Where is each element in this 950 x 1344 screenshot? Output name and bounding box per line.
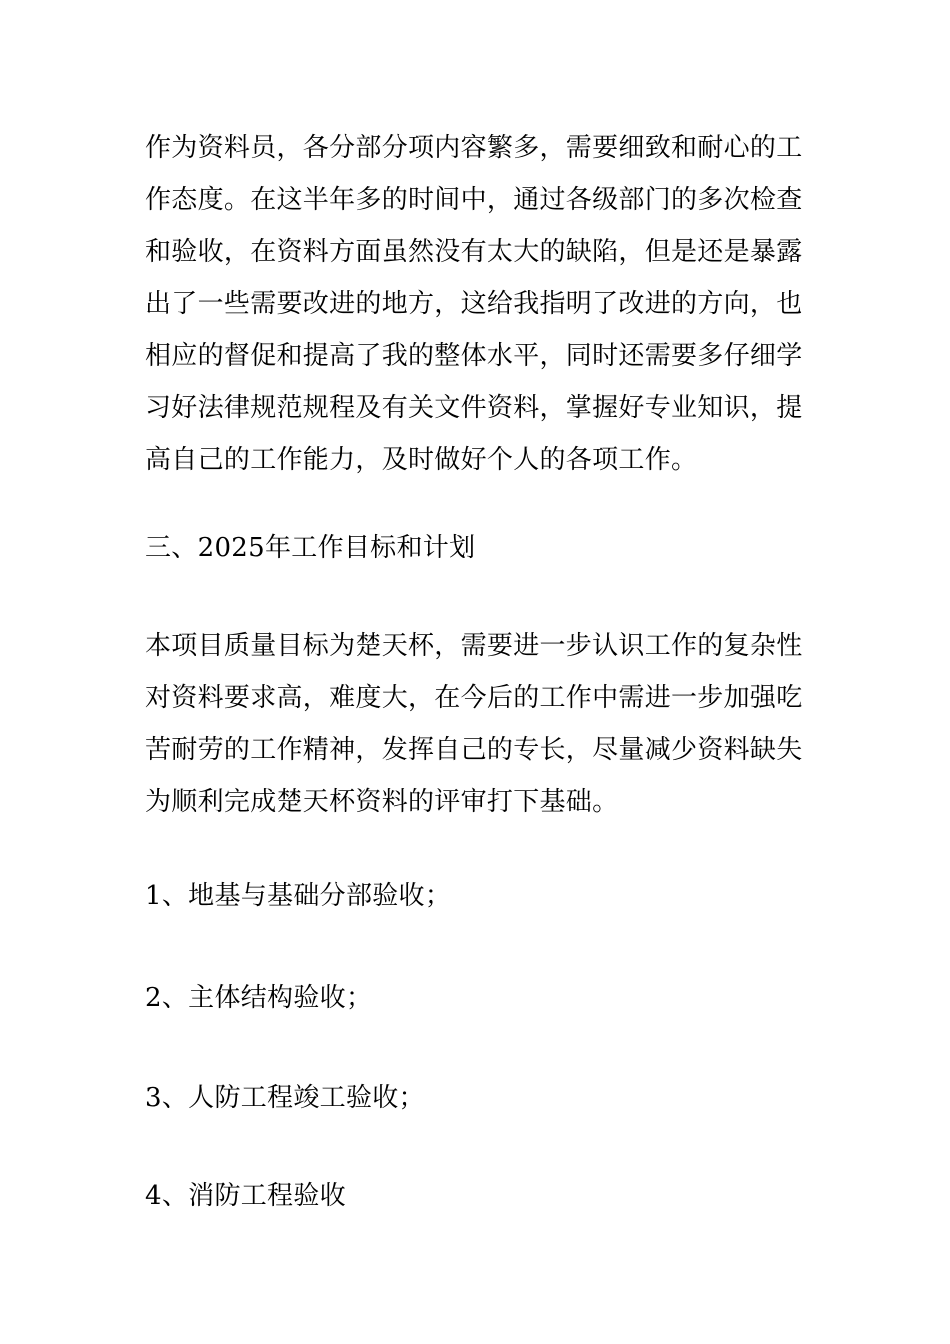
list-item-text: 4、消防工程验收 bbox=[145, 1181, 346, 1211]
paragraph-quality-goal bbox=[145, 620, 810, 828]
section-heading bbox=[145, 522, 810, 574]
list-item-text: 3、人防工程竣工验收； bbox=[145, 1083, 425, 1113]
list-item bbox=[145, 972, 810, 1024]
paragraph-line: 为顺利完成楚天杯资料的评审打下基础。 bbox=[145, 787, 619, 817]
paragraph-line: 作为资料员，各分部分项内容繁多，需要细致和耐心的工 bbox=[145, 133, 803, 163]
list-item-text: 2、主体结构验收； bbox=[145, 983, 373, 1013]
paragraph-line: 高自己的工作能力，及时做好个人的各项工作。 bbox=[145, 445, 698, 475]
paragraph-line: 和验收，在资料方面虽然没有太大的缺陷，但是还是暴露 bbox=[145, 237, 803, 267]
paragraph-line: 本项目质量目标为楚天杯，需要进一步认识工作的复杂性 bbox=[145, 631, 803, 661]
list-item bbox=[145, 1170, 810, 1222]
paragraph-line: 苦耐劳的工作精神，发挥自己的专长，尽量减少资料缺失 bbox=[145, 735, 803, 765]
paragraph-line: 作态度。在这半年多的时间中，通过各级部门的多次检查 bbox=[145, 185, 803, 215]
section-heading-text: 三、2025年工作目标和计划 bbox=[145, 533, 476, 563]
paragraph-line: 相应的督促和提高了我的整体水平，同时还需要多仔细学 bbox=[145, 341, 803, 371]
paragraph-line: 对资料要求高，难度大，在今后的工作中需进一步加强吃 bbox=[145, 683, 803, 713]
list-item bbox=[145, 870, 810, 922]
paragraph-line: 出了一些需要改进的地方，这给我指明了改进的方向，也 bbox=[145, 289, 803, 319]
list-item-text: 1、地基与基础分部验收； bbox=[145, 881, 452, 911]
paragraph-line: 习好法律规范规程及有关文件资料，掌握好专业知识，提 bbox=[145, 393, 803, 423]
list-item bbox=[145, 1072, 810, 1124]
paragraph-work-attitude bbox=[145, 122, 810, 486]
